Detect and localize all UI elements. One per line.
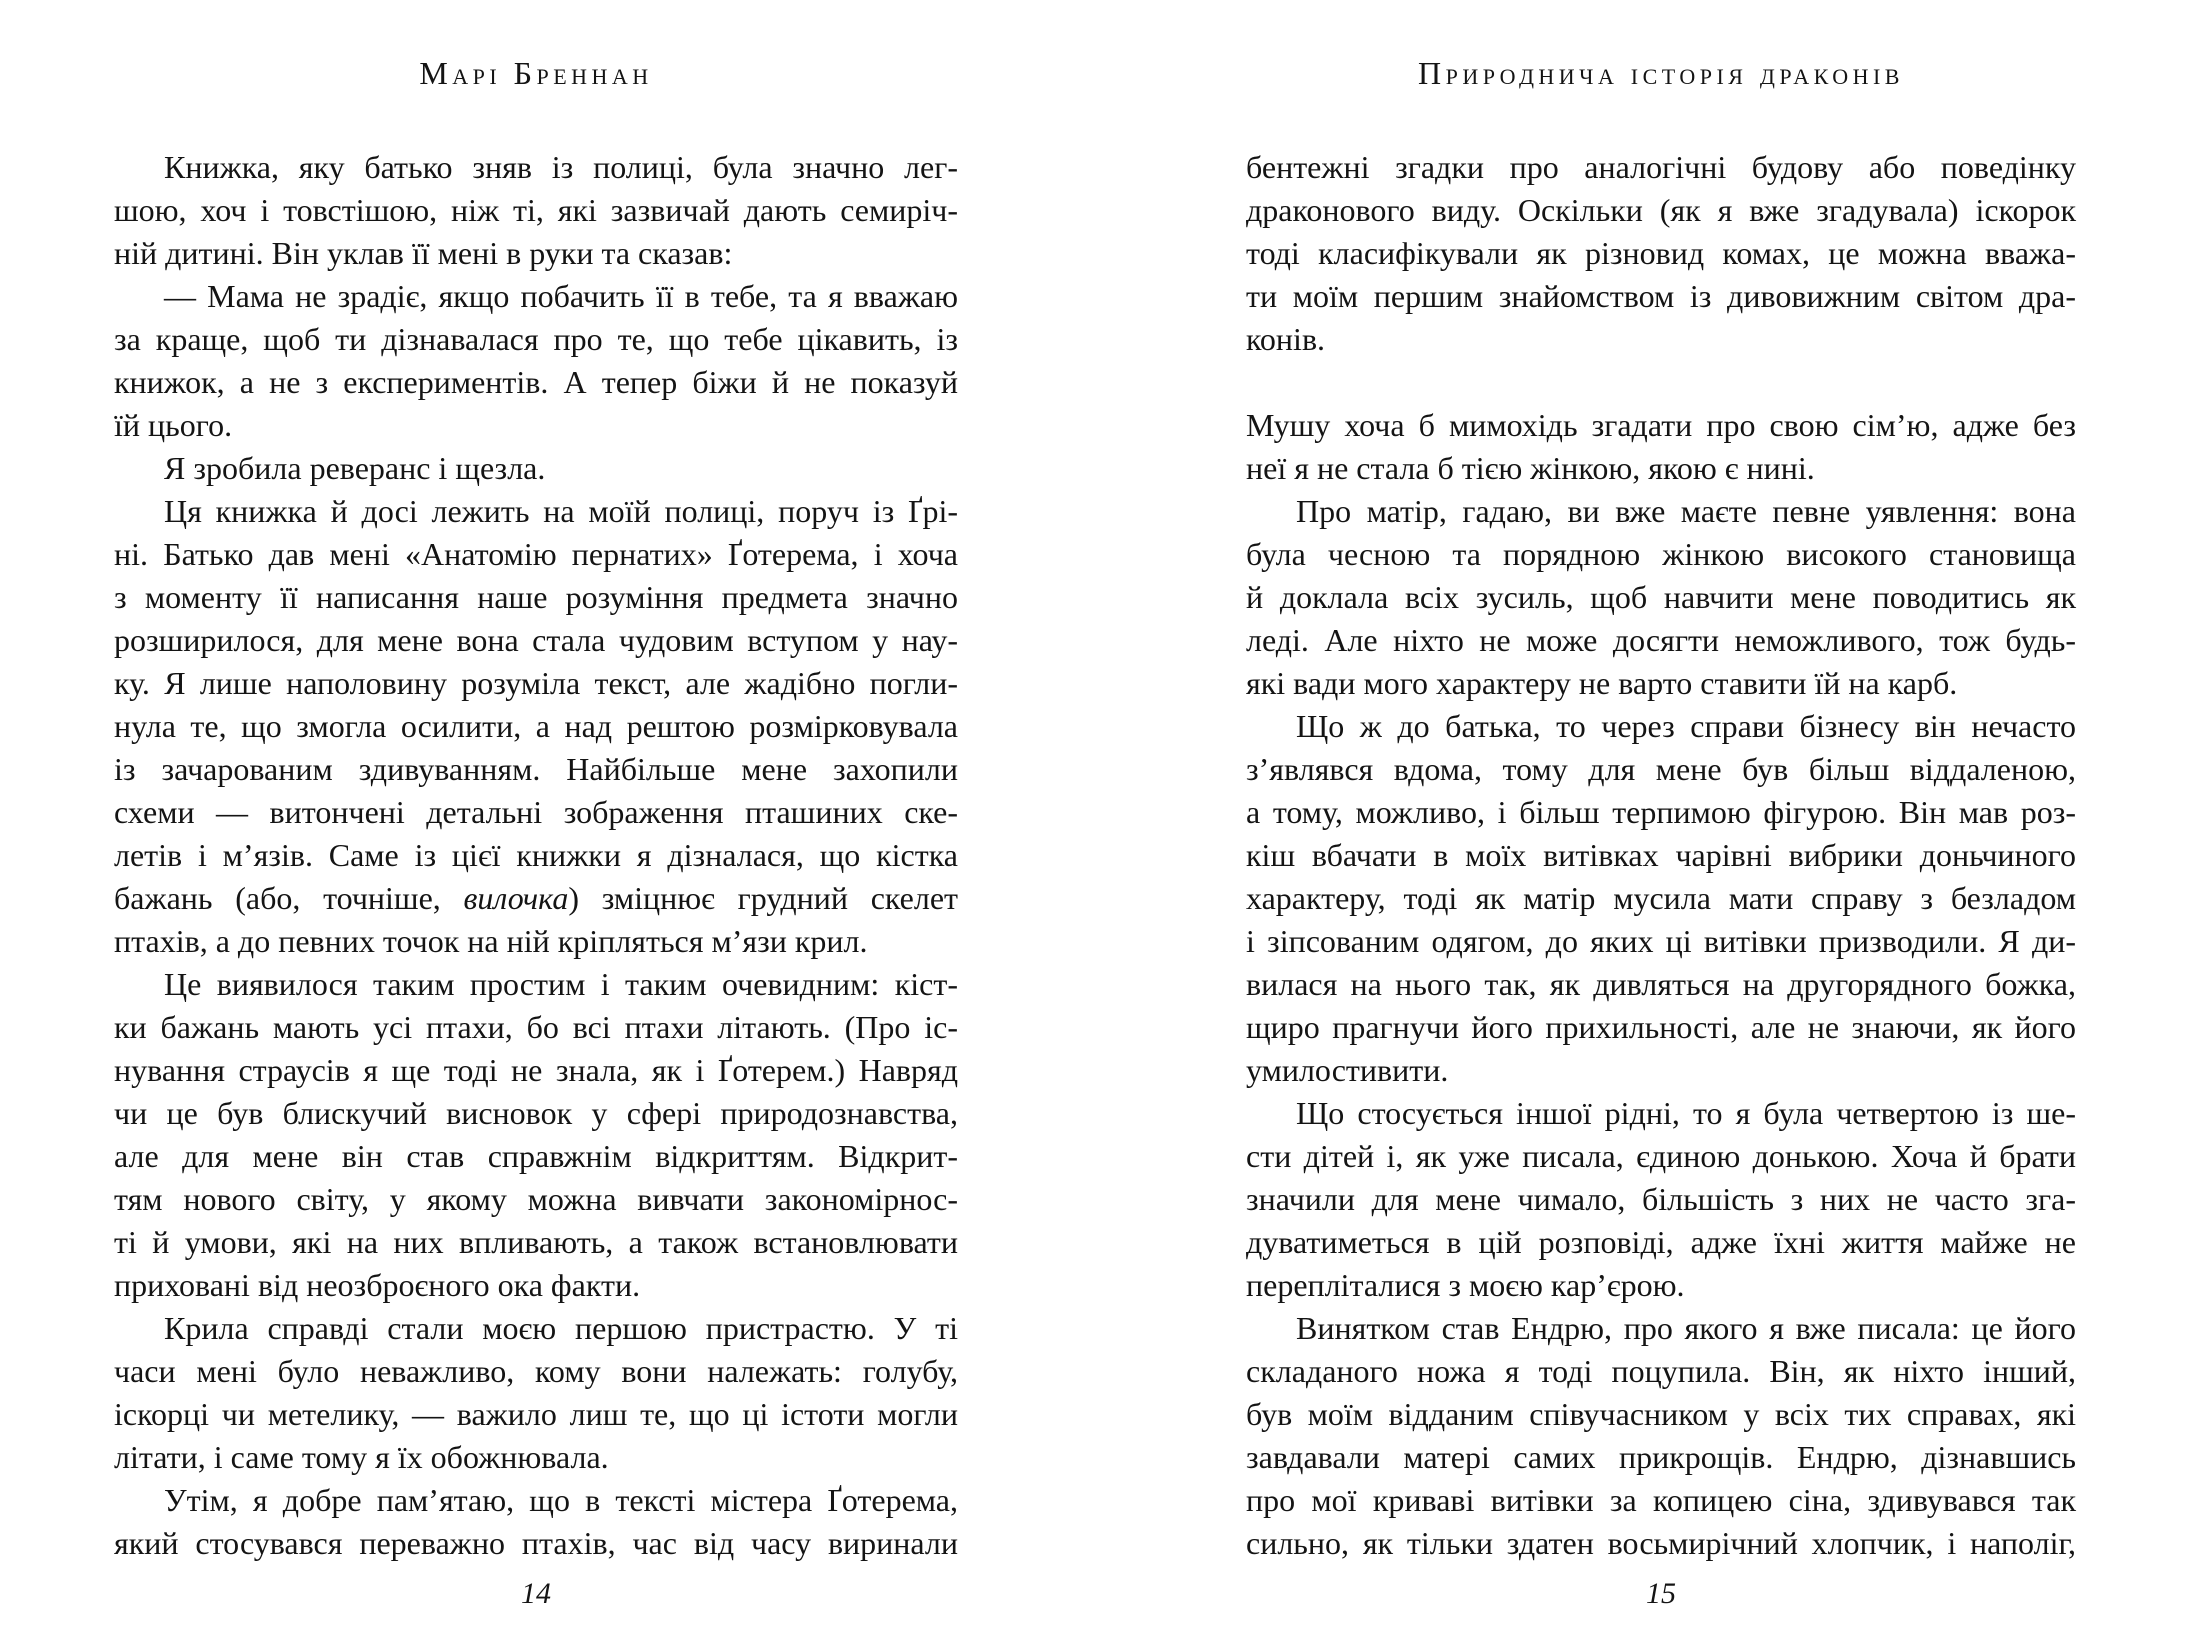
text-line: схеми — витончені детальні зображення пташиних ске-: [114, 794, 958, 830]
text-line: був моїм відданим співучасником у всіх тих справах, які: [1246, 1396, 2076, 1432]
text-line: сти дітей і, як уже писала, єдиною донькою. Хоча й брати: [1246, 1138, 2076, 1174]
text-line: Про матір, гадаю, ви вже маєте певне уявлення: вона: [1296, 493, 2076, 529]
text-line: перепліталися з моєю кар’єрою.: [1246, 1267, 1685, 1303]
text-line: щиро прагнучи його прихильності, але не знаючи, як його: [1246, 1009, 2076, 1045]
text-line: чи це був блискучий висновок у сфері природознавства,: [114, 1095, 958, 1131]
text-line: й доклала всіх зусиль, щоб навчити мене поводитись як: [1246, 579, 2076, 615]
text-line: за краще, щоб ти дізнавалася про те, що тебе цікавить, із: [114, 321, 958, 357]
text-line: кіш вбачати в моїх витівках чарівні вибрики доньчиного: [1246, 837, 2076, 873]
text-line: літати, і саме тому я їх обожнювала.: [114, 1439, 609, 1475]
text-line: Книжка, яку батько зняв із полиці, була значно лег-: [164, 149, 958, 185]
text-line: бентежні згадки про аналогічні будову або поведінку: [1246, 149, 2076, 185]
text-line: леді. Але ніхто не може досягти неможливого, тож будь-: [1246, 622, 2076, 658]
text-line: Утім, я добре пам’ятаю, що в тексті містера Ґотерема,: [164, 1482, 958, 1518]
text-line: Ця книжка й досі лежить на моїй полиці, поруч із Ґрі-: [164, 493, 958, 529]
text-line: птахів, а до певних точок на ній кріпляться м’язи крил.: [114, 923, 868, 959]
text-line: дуватиметься в цій розповіді, адже їхні життя майже не: [1246, 1224, 2076, 1260]
text-line: а тому, можливо, і більш терпимою фігурою. Він мав роз-: [1246, 794, 2076, 830]
text-line: ні. Батько дав мені «Анатомію пернатих» Ґотерема, і хоча: [114, 536, 958, 572]
text-line: ки бажань мають усі птахи, бо всі птахи літають. (Про іс-: [114, 1009, 958, 1045]
text-line: летів і м’язів. Саме із цієї книжки я дізналася, що кістка: [114, 837, 958, 873]
page-number-left: 14: [521, 1577, 551, 1610]
text-line: нула те, що змогла осилити, а над рештою розмірковувала: [114, 708, 958, 744]
text-line: із зачарованим здивуванням. Найбільше мене захопили: [114, 751, 958, 787]
text-line: бажань (або, точніше, вилочка) зміцнює грудний скелет: [114, 880, 959, 916]
page-number-right: 15: [1646, 1577, 1676, 1610]
text-line: Це виявилося таким простим і таким очевидним: кіст-: [164, 966, 958, 1002]
text-line: вилася на нього так, як дивляться на другорядного божка,: [1246, 966, 2076, 1002]
text-column-left: [114, 146, 958, 1565]
text-line: часи мені було неважливо, кому вони належать: голубу,: [114, 1353, 958, 1389]
text-line: сильно, як тільки здатен восьмирічний хлопчик, і наполіг,: [1246, 1525, 2076, 1561]
text-line: приховані від неозброєного ока факти.: [114, 1267, 641, 1303]
text-line: характеру, тоді як матір мусила мати справу з безладом: [1246, 880, 2076, 916]
text-line: Мушу хоча б мимохідь згадати про свою сім’ю, адже без: [1246, 407, 2076, 443]
text-column-right: [1246, 146, 2076, 1565]
text-line: Що ж до батька, то через справи бізнесу він нечасто: [1296, 708, 2076, 744]
text-line: умилостивити.: [1246, 1052, 1449, 1088]
text-line: ку. Я лише наполовину розуміла текст, але жадібно погли-: [114, 665, 958, 701]
text-line: який стосувався переважно птахів, час від часу виринали: [114, 1525, 958, 1561]
text-line: книжок, а не з експериментів. А тепер біжи й не показуй: [114, 364, 958, 400]
text-line: але для мене він став справжнім відкриттям. Відкрит-: [114, 1138, 958, 1174]
text-line: їй цього.: [114, 407, 233, 443]
text-line: складаного ножа я тоді поцупила. Він, як ніхто інший,: [1246, 1353, 2076, 1389]
text-line: Винятком став Ендрю, про якого я вже писала: це його: [1296, 1310, 2076, 1346]
text-line: — Мама не зрадіє, якщо побачить її в тебе, та я вважаю: [164, 278, 958, 314]
text-line: з моменту її написання наше розуміння предмета значно: [114, 579, 958, 615]
text-line: значили для мене чимало, більшість з них не часто зга-: [1246, 1181, 2076, 1217]
text-line: ті й умови, які на них впливають, а також встановлювати: [114, 1224, 958, 1260]
text-line: Крила справді стали моєю першою пристрастю. У ті: [164, 1310, 958, 1346]
text-line: іскорці чи метелику, — важило лиш те, що ці істоти могли: [114, 1396, 958, 1432]
running-header-left: Марі Бреннан: [419, 55, 653, 91]
text-line: ній дитині. Він уклав її мені в руки та сказав:: [114, 235, 733, 271]
text-line: драконового виду. Оскільки (як я вже згадувала) іскорок: [1246, 192, 2076, 228]
text-line: тям нового світу, у якому можна вивчати закономірнос-: [114, 1181, 958, 1217]
text-line: нування страусів я ще тоді не знала, як і Ґотерем.) Навряд: [114, 1052, 958, 1088]
text-line: була чесною та порядною жінкою високого становища: [1246, 536, 2076, 572]
text-line: шою, хоч і товстішою, ніж ті, які зазвичай дають семиріч-: [114, 192, 958, 228]
text-line: тоді класифікували як різновид комах, це можна вважа-: [1246, 235, 2076, 271]
text-line: ти моїм першим знайомством із дивовижним світом дра-: [1246, 278, 2076, 314]
text-line: з’являвся вдома, тому для мене був більш віддаленою,: [1246, 751, 2076, 787]
text-line: завдавали матері самих прикрощів. Ендрю, дізнавшись: [1246, 1439, 2076, 1475]
text-line: розширилося, для мене вона стала чудовим вступом у нау-: [114, 622, 958, 658]
text-line: Що стосується іншої рідні, то я була четвертою із ше-: [1296, 1095, 2076, 1131]
running-header-right: Природнича історія драконів: [1418, 55, 1904, 91]
text-line: і зіпсованим одягом, до яких ці витівки призводили. Я ди-: [1246, 923, 2076, 959]
text-line: Я зробила реверанс і щезла.: [164, 450, 546, 486]
text-line: неї я не стала б тією жінкою, якою є нині.: [1246, 450, 1815, 486]
text-line: про мої криваві витівки за копицею сіна, здивувався так: [1246, 1482, 2076, 1518]
text-line: які вади мого характеру не варто ставити їй на карб.: [1246, 665, 1958, 701]
text-line: конів.: [1246, 321, 1326, 357]
